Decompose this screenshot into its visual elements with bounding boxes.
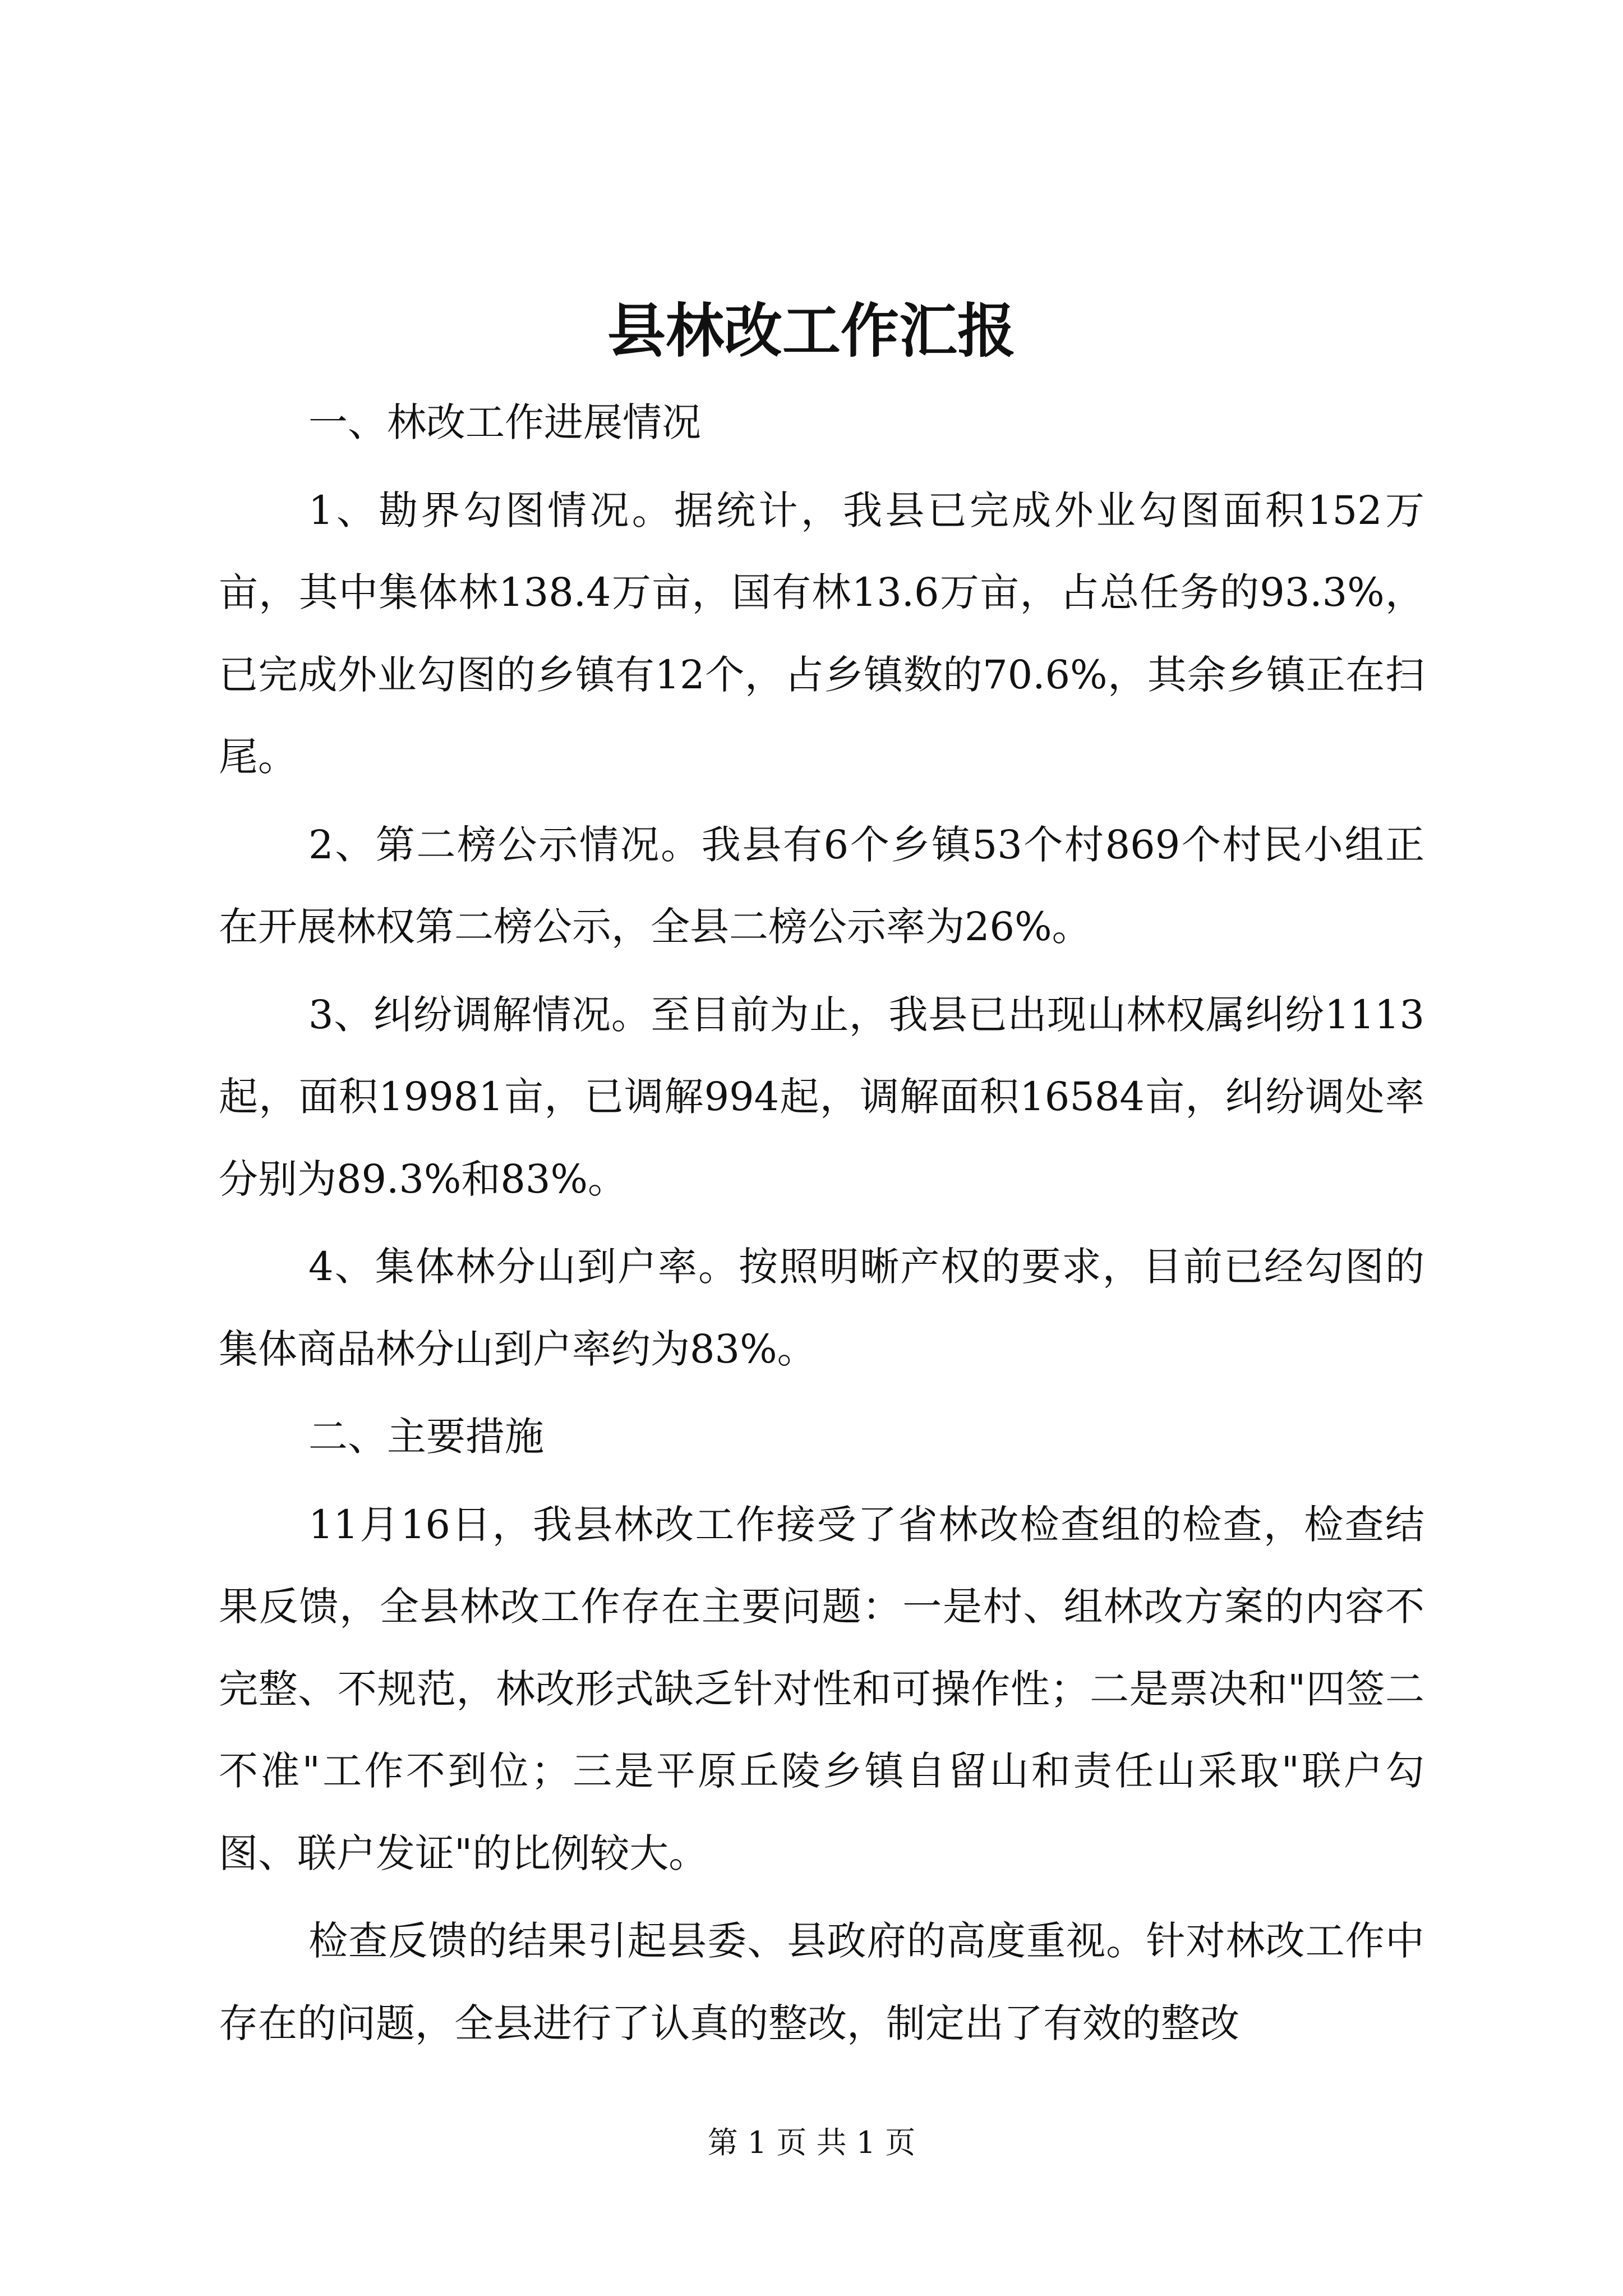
- section-heading-measures: 二、主要措施: [308, 1414, 544, 1460]
- paragraph-mapping: 1、勘界勾图情况。据统计，我县已完成外业勾图面积152万亩，其中集体林138.4万亩，国有林13.6万亩，占总任务的93.3%，已完成外业勾图的乡镇有12个，占乡镇数的70.6%，其余乡镇正在扫尾。: [219, 487, 1424, 780]
- section-heading-progress: 一、林改工作进展情况: [308, 399, 701, 445]
- paragraph-inspection: 11月16日，我县林改工作接受了省林改检查组的检查，检查结果反馈，全县林改工作存在主要问题：一是村、组林改方案的内容不完整、不规范，林改形式缺乏针对性和可操作性；二是票决和"四签二不准"工作不到位；三是平原丘陵乡镇自留山和责任山采取"联户勾图、联户发证"的比例较大。: [219, 1501, 1424, 1876]
- paragraph-disputes: 3、纠纷调解情况。至目前为止，我县已出现山林权属纠纷1113起，面积19981亩，已调解994起，调解面积16584亩，纠纷调处率分别为89.3%和83%。: [219, 991, 1424, 1202]
- document-body: [219, 381, 1424, 2070]
- page-footer: 第 1 页 共 1 页: [707, 2125, 916, 2160]
- paragraph-second-list: 2、第二榜公示情况。我县有6个乡镇53个村869个村民小组正在开展林权第二榜公示，全县二榜公示率为26%。: [219, 821, 1424, 950]
- paragraph-rectification: 检查反馈的结果引起县委、县政府的高度重视。针对林改工作中存在的问题，全县进行了认真的整改，制定出了有效的整改: [219, 1918, 1424, 2046]
- paragraph-household-rate: 4、集体林分山到户率。按照明晰产权的要求，目前已经勾图的集体商品林分山到户率约为83%。: [219, 1244, 1424, 1372]
- document-title: 县林改工作汇报: [607, 296, 1016, 365]
